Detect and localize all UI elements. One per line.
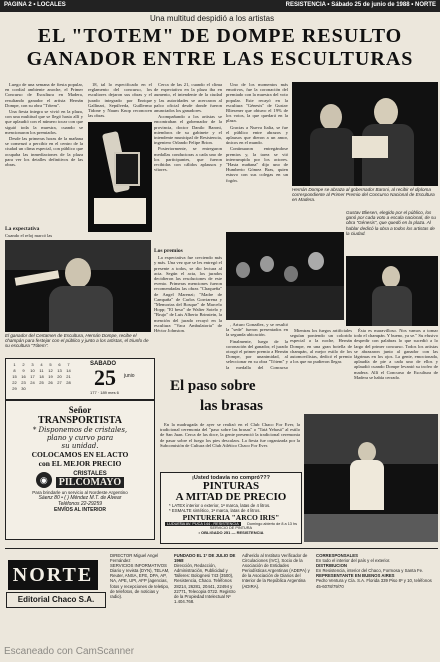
ad-brand-name: PILCOMAYO — [56, 477, 124, 488]
col1-subhead-block — [5, 226, 83, 238]
calendar-day: 8 — [13, 368, 16, 373]
paint-ad-bullet: * LATEX interior o exterior, 1ª marca, latas de 4 litros. — [169, 503, 271, 508]
col1-paragraph: Desde las primeras horas de la mañana se comenzó a percibir en el centro de la ciudad un clima especial, con público que ocupaba las inmediaciones de la plaza para ver los detalles definitivos de las obras. — [5, 136, 83, 168]
calendar-day: 22 — [12, 380, 17, 385]
article-column-4b — [290, 328, 352, 370]
calendar-day-number: 25 — [94, 365, 116, 390]
calendar-day — [55, 386, 64, 392]
quote-column — [354, 328, 438, 412]
col1-subhead-text: Cuando el reloj marcó las — [5, 233, 53, 238]
calendar-day: 21 — [66, 374, 71, 379]
paint-ad-title-1: PINTURAS — [202, 480, 260, 492]
calendar-day: 4 — [40, 362, 43, 367]
publisher-name: Editorial Chaco S.A. — [6, 592, 106, 608]
col2-subhead: Los premios — [154, 248, 183, 254]
calendar-day: 18 — [39, 374, 44, 379]
calendar-day: 5 — [49, 362, 52, 367]
paint-ad-foot: LUDUEÑA AV. PUCA 144 - RESISTENCIA — [167, 522, 239, 526]
paint-ad-address: • OBLIGADO 251 — RESISTENCIA — [198, 530, 264, 535]
page-header-bar — [0, 0, 440, 12]
norte-logo-text: NORTE — [12, 563, 94, 586]
ad-brand-line: CRISTALES — [73, 471, 107, 477]
ad-transport-title: TRANSPORTISTA — [38, 415, 122, 426]
col4-paragraph: Mientras los fuegos artificiales seguían poniendo un colorido especial a la noche, Hernán Dompe, en una gran botella de champán, al mejor estilo de los automovilistas, dedicó el premio a los que no pudieron llegar. — [290, 328, 352, 365]
calendar-month: junio — [124, 373, 135, 379]
paint-ad-bullet: * ESMALTE sintético, 1ª marca, latas de 4 litros. — [169, 508, 261, 513]
ad-transport-line: su unidad. — [61, 442, 99, 450]
bliesen-photo — [346, 256, 438, 326]
paint-ad-service: SERVICIO DE PINTURA — [209, 526, 253, 530]
calendar-day: 1 — [13, 362, 16, 367]
article-column-1 — [5, 82, 83, 225]
calendar-day: 23 — [21, 380, 26, 385]
calendar-day: 9 — [22, 368, 25, 373]
brasas-headline-1: El paso sobre — [170, 378, 256, 394]
calendar-day — [64, 386, 73, 392]
paint-ad-brand: PINTURERIA "ARCO IRIS" — [182, 513, 280, 522]
masthead-services: SERVICIOS INFORMATIVOS Diario y revista (DYN), TELAM, Reuter, ANSA, EFE, DPA, AP, NA, APE, UPI, AFP (agencias, fotos y recepciones de teletipo, de telefotos, de noticias y radio). — [110, 563, 170, 599]
masthead-col-3 — [242, 553, 312, 653]
col2-paragraph: Cerca de las 21, cuando el clima de expectativa en la plaza iba en aumento, el intendente de la ciudad y las autoridades se acercaron al palco oficial desde donde fueron anunciados los ganadores. — [154, 82, 222, 114]
col2-paragraph: Acompañando a los artistas se encontraban el gobernador de la provincia, doctor Danilo Baroni, miembros de su gabinete y el intendente municipal de Resistencia, ingeniero Orlando Felipe Brion. — [154, 114, 222, 146]
calendar-day: 2 — [22, 362, 25, 367]
norte-logo — [8, 560, 98, 590]
calendar-day: 29 — [12, 386, 17, 391]
scanner-watermark: Escaneado con CamScanner — [4, 646, 135, 657]
calendar-day: 17 — [30, 374, 35, 379]
col1-subhead: La expectativa — [5, 226, 40, 232]
masthead-col-1 — [110, 553, 170, 653]
brasas-body — [160, 422, 300, 468]
col4-paragraph: Finalmente, luego de la coronación del ganador, el jurado otorgó el primer premio a Hernán Dompe, por unanimidad, al seleccionar en su obra "Tótem" y la medalla del Concurso — [226, 338, 288, 370]
calendar-day: 6 — [58, 362, 61, 367]
masthead-corr-title: CORRESPONSALES — [316, 553, 359, 558]
calendar-day: 26 — [48, 380, 53, 385]
bliesen-caption: Gustav Bliesen, elegido por el público, los ganó por cada voto a escala nacional, de su obra "Génesis", que quedó en la plaza. Al hablar dedicó la obra a todos los artistas de la ciudad. — [346, 210, 436, 236]
calendar-day: 25 — [39, 380, 44, 385]
col1-paragraph: Luego de una semana de fiesta popular, en cordial ambiente anoche, el Primer Concurso de Escultura en Madera, resultando ganador el artista Hernán Dompe, con su obra "Tótem". — [5, 82, 83, 108]
masthead-col-4 — [316, 553, 438, 653]
sculpture-photo — [88, 122, 152, 232]
masthead-dist-title: DISTRIBUCION — [316, 563, 348, 569]
masthead-founded: FUNDADO EL 1º DE JULIO DE 1968 — [174, 553, 236, 564]
brasas-paragraph: En la madrugada de ayer se realizó en el Club Chaco For Ever, la tradicional ceremonia del "paso sobre las brasas" o "Tatá Yehasá" al estilo de San Juan. Cerca de las doce, la gente presenció la tradicional ceremonia de pasar sobre el fuego los pies descalzos. La fiesta fue organizada por la Subcomisión de Cultura del Club Atlético Chaco For Ever. — [160, 422, 300, 448]
ad-transport-line: Señor — [68, 405, 92, 415]
article-column-4a — [226, 322, 288, 370]
calendar-day: 28 — [66, 380, 71, 385]
paint-ad-title-2: A MITAD DE PRECIO — [175, 491, 287, 503]
crowd-photo — [226, 232, 344, 320]
calendar-day: 30 — [21, 386, 26, 391]
masthead-admin: Dirección, Redacción, Administración, Publicidad y Talleres: Bolognesi 743 (3500), Resistencia, Chaco. Teléfonos 28214, 26281, 20441, 22494 y 22771, Telecopia 0722. Registro de la Propiedad Intelectual Nº 1.404.768. — [174, 563, 236, 604]
article-column-3 — [226, 82, 288, 230]
col1-paragraph: Una fiesta íntegra se vivió en la plaza, con una multitud que se llegó hasta allí y que aplaudió con el número tocar con que siguió toda la muestra, cuando se mencionaron los premiados. — [5, 109, 83, 135]
col2-paragraph: 18, tal lo especificado en el reglamento del concurso, los escultores dejaron sus obras y el jurado integrado por Enrique Gallinari, Sepúlveda, Guillermo Tidone y Naum Knop reconocen las obras. — [88, 82, 152, 119]
page-section-label: PAGINA 2 • LOCALES — [4, 2, 66, 8]
col3-paragraph: Uno de los momentos más emotivos, fue la coronación del premiado con la muestra del voto popular. Este recayó en la escultura "Génesis" de Gustav Bliesener que obtuvo el 19% de los votos, la que quedará en la plaza. — [226, 82, 288, 124]
ad-transport-address: Sáenz 80 • ( ) Méndez M.T. de Alvear — [38, 495, 122, 501]
calendar-ad — [5, 358, 155, 400]
calendar-day: 11 — [39, 368, 44, 373]
champagne-photo — [5, 240, 151, 332]
calendar-meta: 177 · 189 mes 6 — [90, 390, 119, 395]
masthead-corr: En todo el interior del país y el exterior. — [316, 558, 391, 564]
pilcomayo-logo-icon: ◉ — [36, 472, 52, 488]
calendar-day: 12 — [48, 368, 53, 373]
headline-line-1: EL "TOTEM" DE DOMPE RESULTO — [37, 25, 403, 47]
col3-paragraph: Continuaron entregándose premios y, la tarea se vió interrumpida por los actores. "Hasta mañana" dijo uno de Humberto Gómez Bras, quien estuvo con sus colegas en un fogón. — [226, 146, 288, 183]
ad-transport-line: COLOCAMOS EN EL ACTO — [31, 450, 129, 459]
brasas-headline-2: las brasas — [200, 398, 263, 414]
calendar-day: 10 — [30, 368, 35, 373]
col2-paragraph: Posteriormente, se entregaron medallas conductoras a cada uno de los participantes, que fueron recibidas con cálidos aplausos y vítores. — [154, 146, 222, 173]
calendar-day: 7 — [67, 362, 70, 367]
ad-transport-line: Para brindarle un servicio al Nordeste Argentino — [32, 490, 128, 495]
paint-ad-top: ¡Usted todavía no compró??? — [192, 475, 270, 481]
calendar-day: 16 — [21, 374, 26, 379]
ad-transport-phone: Teléfonos 22-29259 — [57, 501, 103, 507]
col4-paragraph: , Arturo González, y se resultó la "sede" fueron presentados en la segunda ubicación. — [226, 322, 288, 338]
champagne-caption: El ganador del Certamen de Escultura, Hernán Dompe, recibe el champán para festejar con el público y junto a los artistas, el triunfo de su escultura "Tótem". — [5, 333, 149, 349]
prizes-paragraph: La expectativa fue creciendo más y más. Una vez que se les entregó el presente a todos, se dio lectura al acta. Según el acta, los jurados decidieron las resoluciones de este evento. Primeras menciones fueron recomendadas las obras "Chaqueña" de Angel Marenzi; "Madre de Campaña" de Carlos Gorriarena y "Memorias del Bosque" de Marcelo Hopp; "El beso" de Walter Sotelo y "Brujo" de Luis Alberto Brinstein, la mención del jurado recayó en la escultura "Vaca Ambulatoria" de Héctor Johnston. — [154, 255, 222, 334]
quote-paragraph: Ésta es maravilloso. Nos vamos a tomar todo el champán. Y bueno, ya se." Su efusivo despedir con palabras lo que sucedió a lo largo del primer concurso. Todos los artistas se abrazaron junto al ganador con las lágrimas en los ojos. La gente, emocionada, aplaudía de pie a cada uno de ellos y aplaudió cuando Dompe levantó su trofeo de madera. Allí el Concurso de Escultura de Madera se había cerrado. — [354, 328, 438, 380]
calendar-grid — [10, 362, 80, 392]
masthead-rep: Pedro Ventura y Cía. S.A. Florida 339 Piso 8º y 10, teléfonos 45-6078/79/70 — [316, 578, 432, 589]
ad-transport-shipping: ENVÍOS AL INTERIOR — [54, 507, 106, 513]
governor-award-photo — [292, 82, 438, 186]
paint-ad — [160, 472, 302, 544]
prizes-block — [154, 248, 222, 370]
masthead-col-2 — [174, 553, 238, 653]
col3-paragraph: Gracias a Nueva Italia, se fue el público entre abrazos y aplausos que dieron a un amor, únicos en el mundo. — [226, 124, 288, 146]
masthead-assoc: Adherido al Instituto Verificador de Circulaciones (IVC), Socio de la Asociación de Entidades Periodísticas Argentinas (ADEPA) y de la Asociación de Diarios del Interior de la República Argentina (ADIRA). — [242, 553, 310, 589]
calendar-day: 24 — [30, 380, 35, 385]
calendar-day — [37, 386, 46, 392]
article-kicker: Una multitud despidió a los artistas — [150, 14, 275, 23]
calendar-day: 15 — [12, 374, 17, 379]
ad-transport-line: con EL MEJOR PRECIO — [38, 459, 122, 468]
masthead-rep-title: REPRESENTANTE EN BUENOS AIRES — [316, 573, 395, 579]
headline-line-2: GANADOR ENTRE LAS ESCULTURAS — [26, 48, 414, 70]
calendar-day: 13 — [57, 368, 62, 373]
calendar-day: 19 — [48, 374, 53, 379]
paint-ad-phone: Domingo abierto de 8 a 13 hs — [247, 522, 297, 526]
calendar-day: 27 — [57, 380, 62, 385]
calendar-day: 3 — [31, 362, 34, 367]
page-date-label: RESISTENCIA • Sábado 25 de junio de 1988 • NORTE — [285, 2, 436, 8]
transportista-ad — [5, 400, 155, 540]
calendar-day: 20 — [57, 374, 62, 379]
masthead-rule — [5, 548, 438, 549]
calendar-weekday: SABADO — [90, 361, 117, 367]
calendar-day — [46, 386, 55, 392]
calendar-day: 14 — [66, 368, 71, 373]
governor-photo-caption: Hernán Dompe se abraza al gobernador Baroni, al recibir el diploma correspondiente al Primer Premio del Concurso Nacional de Escultura en Madera. — [292, 187, 435, 203]
brasas-photo — [304, 414, 438, 542]
calendar-day — [28, 386, 37, 392]
masthead-director: DIRECTOR Miguel Angel Fernández — [110, 553, 159, 564]
ad-transport-line: * Disponemos de cristales, — [32, 426, 128, 434]
article-column-2 — [154, 82, 222, 247]
ad-transport-line: plano y curvo para — [46, 434, 114, 442]
masthead-dist: En Resistencia, interior del Chaco, Formosa y Santa Fe. — [316, 568, 424, 574]
